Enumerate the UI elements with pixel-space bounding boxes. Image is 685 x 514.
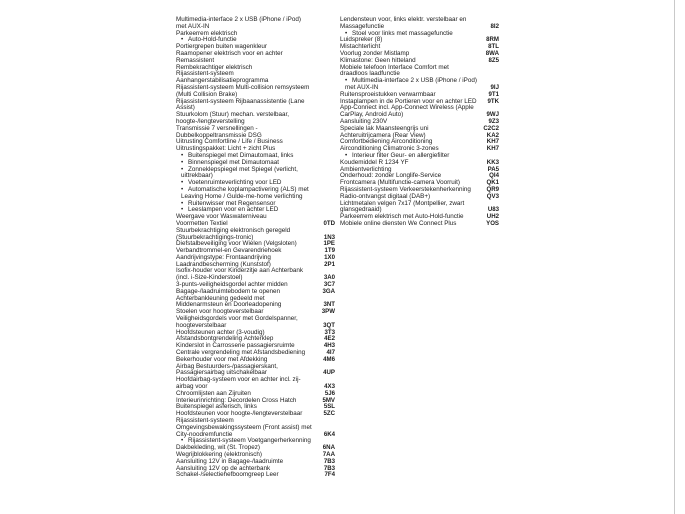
equipment-description: Airconditioning Climatronic 3-zones (340, 145, 439, 153)
equipment-row (340, 78, 499, 92)
equipment-description: Voorlug zonder Mistlamp (340, 49, 410, 57)
equipment-description: Frontcamera (Multifunctie-camera Voorruit) (340, 179, 461, 187)
equipment-description: Stuurbekrachtiging elektronisch geregeld (Stuurbekrachtigings-tronic) (176, 226, 291, 241)
equipment-description: Rembekrachtiger elektrisch (176, 63, 253, 71)
equipment-description: Schakel-/selectiehefboomgreep Leer (176, 471, 279, 479)
option-code: 5MV (322, 396, 335, 404)
equipment-description: • Automatische koplampactivering (ALS) met Leaving Home / Gulde-me-home verlichting (176, 187, 313, 201)
equipment-description: Omgevingsbewakingssysteem (Front assist) met City-noodremfunctie (176, 423, 312, 438)
option-code: C2C2 (483, 124, 499, 132)
equipment-description: Rijassistent-systeem (176, 70, 234, 78)
equipment-row (340, 201, 499, 215)
equipment-row (176, 85, 335, 99)
equipment-description: Lichtmetalen velgen 7x17 (Montpellier, zwart glansgedraaid) (340, 199, 465, 214)
option-code: 4E2 (324, 335, 335, 343)
equipment-list-left (176, 17, 335, 479)
option-code: 4I7 (326, 349, 335, 357)
equipment-description: Portiergrepen buiten wagenkleur (176, 43, 268, 51)
option-code: 8RM (486, 36, 499, 44)
equipment-description: Remassistent (176, 56, 215, 64)
option-code: QI4 (489, 172, 499, 180)
option-code: 0TD (323, 219, 335, 227)
equipment-description: • Zonneklepspiegel met Spiegel (verlicht, uittrekbaar) (176, 167, 313, 181)
option-code: 2P1 (324, 260, 335, 268)
option-code: 9TK (487, 97, 499, 105)
equipment-description: Laadrandbescherming (Kunststof) (176, 260, 271, 268)
option-code: 4X3 (324, 383, 335, 391)
equipment-description: Parkeerrem elektrisch (176, 29, 238, 37)
option-code: 3NT (323, 301, 335, 309)
equipment-description: Rijassistent-systeem (176, 417, 234, 425)
equipment-description: Hoofdsteunen voor hoogte-/lengteverstelbaar (176, 410, 303, 418)
equipment-description: Comfortbediening Airconditioning (340, 138, 433, 146)
equipment-description: Interieurinrichting: Decordelen Cross Hatch (176, 396, 297, 404)
option-code: 9T1 (488, 90, 499, 98)
equipment-row (176, 187, 335, 201)
equipment-description: Afstandsbontgrendeling Achterklep (176, 335, 274, 343)
option-code: 1PE (323, 240, 335, 248)
option-code: QR9 (486, 185, 499, 193)
equipment-description: Achterbankleuning gedeeld met Middenarmsteun en Doorleadopening (176, 294, 282, 309)
equipment-description: Parkeerrem elektrisch met Auto-Hold-functie (340, 213, 464, 221)
equipment-description: Mistachterlicht (340, 43, 381, 51)
equipment-description: • Auto-Hold-functie (176, 37, 313, 44)
equipment-description: Chroomlijsten aan Zijruiten (176, 389, 251, 397)
option-code: 8TL (488, 43, 499, 51)
equipment-row (176, 228, 335, 242)
option-code: U83 (487, 206, 499, 214)
option-code: 7F4 (324, 471, 335, 479)
option-code: 3T3 (324, 328, 335, 336)
equipment-description: Buitenspiegel asferisch, links (176, 403, 257, 411)
option-code: 4UP (323, 369, 335, 377)
option-code: KH7 (486, 145, 499, 153)
option-code: 8I2 (490, 22, 499, 30)
option-code: KK3 (486, 158, 499, 166)
equipment-description: • Leeslampen voor en achter LED (176, 207, 313, 214)
option-code: 6NA (322, 444, 335, 452)
equipment-description: Aansluiting 12V in Bagage-/laadruimte (176, 457, 284, 465)
equipment-description: Onderhoud: zonder Longlife-Service (340, 172, 442, 180)
equipment-description: Aansluiting 12V op de achterbank (176, 464, 271, 472)
equipment-description: Mobiele telefoon Interface Comfort met draadloos laadfunctie (340, 63, 449, 78)
option-code: 5J6 (324, 389, 335, 397)
equipment-description: Bekerhouder voor met Afdekking (176, 355, 268, 363)
option-code: 9Z3 (488, 117, 499, 125)
equipment-description: • Rijassistent-systeem Voetgangerherkenning (176, 438, 313, 445)
equipment-description: Veiligheidsgordels voor met Gordelspanner, hoogteverstelbaar (176, 315, 298, 329)
equipment-row (340, 17, 499, 31)
equipment-description: Achteruitrijcamera (Rear View) (340, 131, 426, 139)
option-code: 4H3 (323, 342, 335, 350)
equipment-description: Dakbekleding, wit (St. Tropez) (176, 444, 260, 452)
option-code: 9WJ (486, 111, 499, 119)
equipment-row (340, 65, 499, 79)
equipment-description: Ambientverlichting (340, 165, 392, 173)
equipment-description: Aandrijvingstype: Frontaandrijving (176, 253, 271, 261)
page-edge (674, 0, 675, 514)
equipment-row (176, 377, 335, 391)
equipment-row (176, 126, 335, 140)
equipment-row (176, 472, 335, 479)
equipment-row (176, 316, 335, 330)
option-code: 3C7 (323, 281, 335, 289)
equipment-description: Klimastone: Geen hitteland (340, 56, 416, 64)
option-code: 1X0 (324, 253, 335, 261)
equipment-description: Hoofdairbag-systeem voor en achter incl. zij-airbag voor (176, 376, 301, 391)
option-code: 6K4 (323, 430, 335, 438)
equipment-description: Wegrijblokkering (elektronisch) (176, 451, 262, 458)
equipment-description: • Multimedia-interface 2 x USB (iPhone / iPod) met AUX-IN (340, 78, 477, 92)
option-code: 8WA (485, 49, 499, 57)
equipment-row (176, 364, 335, 378)
option-code: KA2 (486, 131, 499, 139)
equipment-description: App-Connect incl. App-Connect Wireless (Apple CarPlay, Android Auto) (340, 104, 474, 119)
equipment-description: • Interieur filter Geur- en allergiefilter (340, 153, 477, 160)
option-code: UH2 (486, 213, 499, 221)
option-code: 3QT (323, 321, 335, 329)
equipment-description: • Ruitenwisser met Regensensor (176, 201, 313, 208)
option-code: 3A0 (323, 274, 335, 282)
equipment-description: Stuurkolom (Stuur) mechan. verstelbaar, hoogte-/lengteverstelling (176, 111, 290, 125)
equipment-row (176, 268, 335, 282)
equipment-description: Bagage-/laadruimtebodem te openen (176, 287, 280, 295)
equipment-description: Uitrustingspakket: Licht + zicht Plus (176, 145, 276, 153)
equipment-description: Rijassistent-systeem Verkeerstekenherkenning (340, 185, 471, 193)
equipment-description: Rijassistent-systeem Rijbaanassistentie (Lane Assist) (176, 97, 305, 112)
equipment-description: Ruitensproeistukken verwarmbaar (340, 90, 436, 98)
equipment-description: • Stoel voor links met massagefunctie (340, 31, 477, 38)
equipment-description: Multimedia-interface 2 x USB (iPhone / iPod) met AUX-IN (176, 16, 301, 30)
option-code: PA5 (487, 165, 499, 173)
equipment-row (340, 221, 499, 228)
equipment-description: Aanhangerstabilisatieprogramma (176, 77, 269, 85)
equipment-description: Isofix-houder voor Kinderzitje aan Achterbank (incl. i-Size-Kinderstoel) (176, 267, 304, 282)
equipment-row (176, 296, 335, 310)
equipment-description: Instaplampen in de Portieren voor en achter LED (340, 97, 477, 105)
equipment-description: Aansluiting 230V (340, 117, 388, 125)
equipment-description: Raamopener elektrisch voor en achter (176, 49, 283, 57)
option-code: QV3 (486, 192, 499, 200)
equipment-description: Airbag Bestuurders-/passagierskant, Passagiersairbag uitschakelbaar (176, 362, 278, 377)
option-code: 5ZC (323, 410, 335, 418)
equipment-row (176, 112, 335, 126)
equipment-description: Kinderslot in Carrosserie passagiersruimte (176, 342, 295, 350)
equipment-list-right (340, 17, 499, 228)
equipment-row (176, 99, 335, 113)
equipment-description: Weergave voor Waswaterniveau (176, 213, 267, 221)
equipment-row (176, 425, 335, 439)
equipment-description: Transmissie 7 versnellingen - Dubbelkoppeltransmissie DSG (176, 124, 262, 139)
equipment-description: Stoelen voor hoogteverstelbaar (176, 308, 264, 316)
option-code: 9IJ (490, 83, 499, 91)
equipment-description: Luidspreker (8) (340, 36, 383, 44)
equipment-row (176, 17, 335, 31)
option-code: 1N3 (323, 233, 335, 241)
equipment-description: Mobiele online diensten We Connect Plus (340, 219, 457, 227)
option-code: 7B3 (323, 457, 335, 465)
equipment-description: Uitrusting Comfortline / Life / Business (176, 138, 283, 146)
equipment-description: Hoofdsteunen achter (3-voudig) (176, 328, 265, 336)
equipment-row (340, 105, 499, 119)
option-code: 8Z5 (488, 56, 499, 64)
option-code: QK1 (486, 179, 499, 187)
option-code: 7B3 (323, 464, 335, 472)
option-code: 5SL (323, 403, 335, 411)
equipment-description: Koudemiddel R 1234 YF (340, 158, 409, 166)
equipment-description: Rijassistent-systeem Multi-collision remsysteem (Multi Collision Brake) (176, 83, 310, 98)
option-code: YOS (486, 219, 499, 227)
equipment-description: Centrale vergrendeling met Afstandsbediening (176, 349, 306, 357)
equipment-row (176, 167, 335, 181)
equipment-description: Radio-ontvangst digitaal (DAB+) (340, 192, 431, 200)
option-code: KH7 (486, 138, 499, 146)
equipment-description: Speciale lak Maansteengrijs uni (340, 124, 429, 132)
equipment-description: Verbandtrommel-en Gevarendriehoek (176, 247, 282, 255)
equipment-description: • Voetenruimteverlichting voor LED (176, 180, 313, 187)
equipment-description: Diefstalbeveiliging voor Wielen (Velgsloten) (176, 240, 297, 248)
option-code: 3GA (322, 287, 335, 295)
option-code: 3PW (321, 308, 335, 316)
equipment-description: • Binnenspiegel met Dimautomaat (176, 160, 313, 167)
option-code: 7AA (322, 451, 335, 458)
option-code: 4M6 (323, 355, 335, 363)
equipment-description: Lendensteun voor, links elektr. verstelbaar en Massagefunctie (340, 16, 467, 30)
equipment-description: Voormetten Textiel (176, 219, 228, 227)
equipment-description: 3-punts-veiligheidsgordel achter midden (176, 281, 288, 289)
equipment-description: • Buitenspiegel met Dimautomaat, links (176, 153, 313, 160)
option-code: 1T9 (324, 247, 335, 255)
